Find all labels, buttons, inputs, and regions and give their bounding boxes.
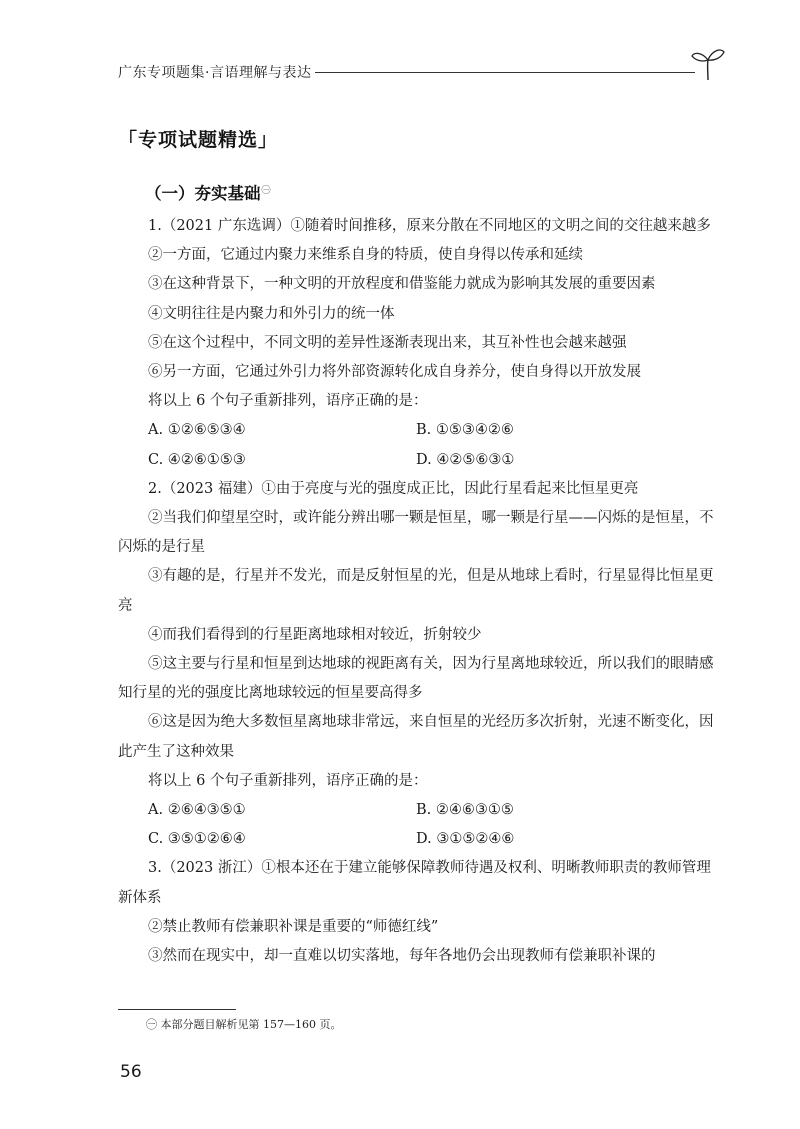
q1-option-a: A. ①②⑥⑤③④ <box>148 422 246 439</box>
q2-options-row <box>118 796 718 825</box>
q2-stem: 2.（2023 福建）①由于亮度与光的强度成正比，因此行星看起来比恒星更亮 <box>148 480 639 497</box>
q2-option-d: D. ③①⑤②④⑥ <box>416 831 515 848</box>
header-rule <box>315 72 695 73</box>
footnote <box>146 1016 341 1032</box>
q2-sentence: ④而我们看得到的行星距离地球相对较近，折射较少 <box>148 626 482 643</box>
footnote-text: 本部分题目解析见第 157—160 页。 <box>160 1018 342 1031</box>
q2-sentence: ②当我们仰望星空时，或许能分辨出哪一颗是恒星，哪一颗是行星——闪烁的是恒星，不闪烁的是行星 <box>118 510 714 556</box>
q2-options-row <box>118 825 718 854</box>
footnote-mark: ㊀ <box>146 1018 157 1031</box>
q1-options-row <box>118 416 718 445</box>
q1-sentence: ⑥另一方面，它通过外引力将外部资源转化成自身养分，使自身得以开放发展 <box>148 364 641 381</box>
header-title: 广东专项题集·言语理解与表达 <box>118 65 312 81</box>
q1-option-c: C. ④②⑥①⑤③ <box>148 451 246 468</box>
q2-option-c: C. ③⑤①②⑥④ <box>148 831 246 848</box>
q2-option-b: B. ②④⑥③①⑤ <box>416 802 514 819</box>
sprout-icon <box>688 42 728 82</box>
q2-sentence: ⑥这是因为绝大多数恒星离地球非常远，来自恒星的光经历多次折射，光速不断变化，因此产生了这种效果 <box>118 714 714 760</box>
q1-prompt: 将以上 6 个句子重新排列，语序正确的是： <box>148 393 428 410</box>
q3-sentence: ③然而在现实中，却一直难以切实落地，每年各地仍会出现教师有偿兼职补课的 <box>148 948 656 965</box>
q3-stem: 3.（2023 浙江）①根本还在于建立能够保障教师待遇及权利、明晰教师职责的教师管理新体系 <box>118 860 711 906</box>
q2-sentence: ⑤这主要与行星和恒星到达地球的视距离有关，因为行星离地球较近，所以我们的眼睛感知行星的光的强度比离地球较远的恒星要高得多 <box>118 656 714 702</box>
q2-option-a: A. ②⑥④③⑤① <box>148 802 246 819</box>
q1-options-row <box>118 446 718 475</box>
q1-sentence: ③在这种背景下，一种文明的开放程度和借鉴能力就成为影响其发展的重要因素 <box>148 276 656 293</box>
q1-option-d: D. ④②⑤⑥③① <box>416 451 515 468</box>
footnote-rule <box>118 1009 236 1010</box>
q1-sentence: ②一方面，它通过内聚力来维系自身的特质，使自身得以传承和延续 <box>148 247 583 264</box>
q2-prompt: 将以上 6 个句子重新排列，语序正确的是： <box>148 772 428 789</box>
q2-sentence: ③有趣的是，行星并不发光，而是反射恒星的光，但是从地球上看时，行星显得比恒星更亮 <box>118 568 714 614</box>
subsection-title <box>145 180 271 204</box>
section-title: 「专项试题精选」 <box>118 129 279 151</box>
q3-sentence: ②禁止教师有偿兼职补课是重要的“师德红线” <box>148 918 439 935</box>
q1-option-b: B. ①⑤③④②⑥ <box>416 422 514 439</box>
question-body <box>118 212 718 971</box>
q1-stem: 1.（2021 广东选调）①随着时间推移，原来分散在不同地区的文明之间的交往越来越多 <box>148 218 711 234</box>
subsection-footnote-mark: ㊀ <box>261 185 271 196</box>
q1-sentence: ⑤在这个过程中，不同文明的差异性逐渐表现出来，其互补性也会越来越强 <box>148 334 627 351</box>
q1-sentence: ④文明往往是内聚力和外引力的统一体 <box>148 305 395 322</box>
page-number: 56 <box>120 1062 142 1082</box>
subsection-title-text: （一）夯实基础 <box>145 184 261 203</box>
